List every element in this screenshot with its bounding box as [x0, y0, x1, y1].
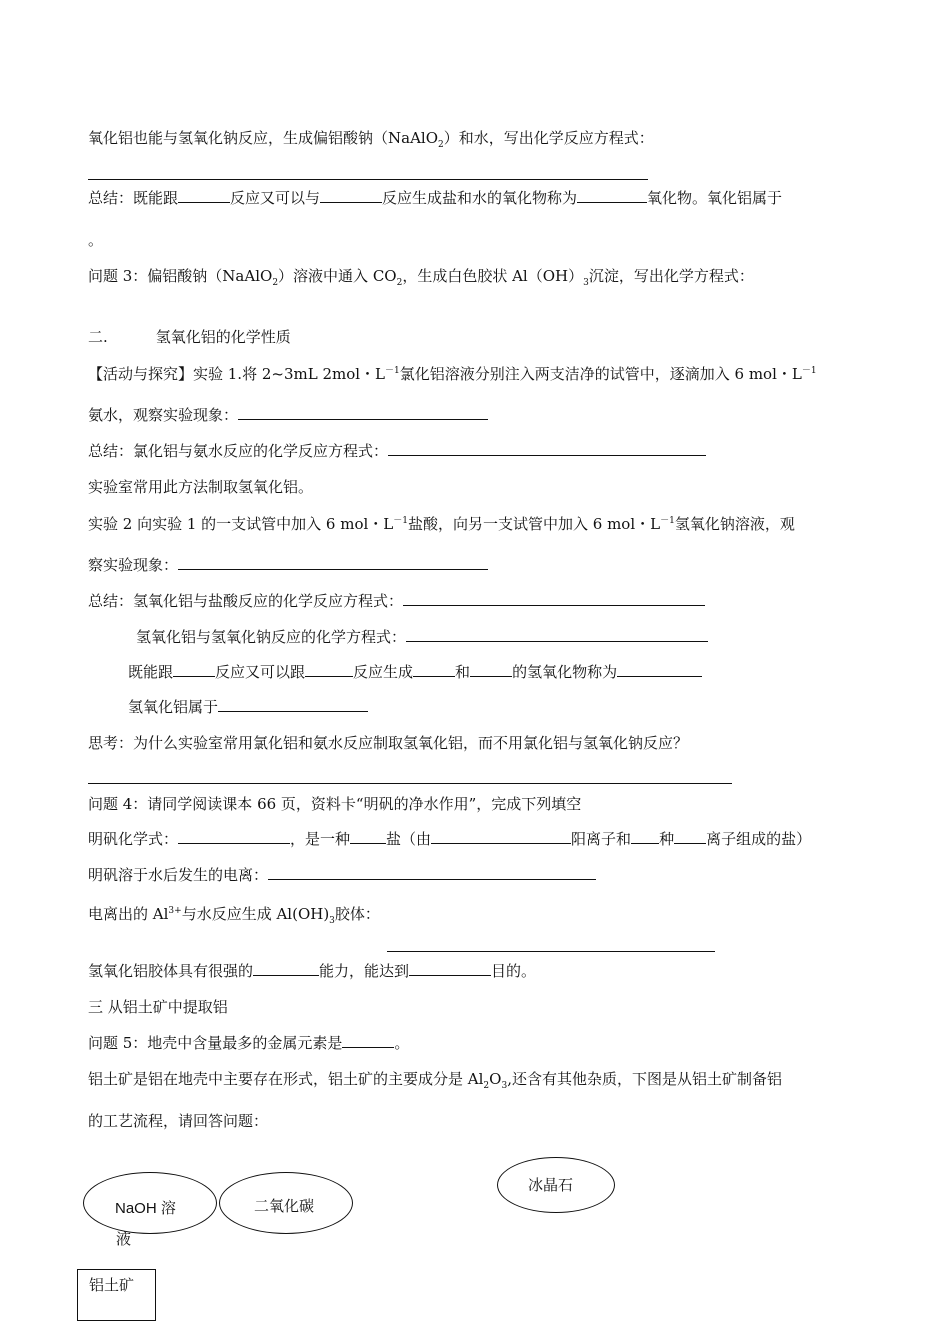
amphoteric-hydroxide: 既能跟 反应又可以跟 反应生成 和 的氢氧化物称为: [128, 662, 702, 682]
blank[interactable]: [409, 961, 491, 976]
question-5: 问题 5：地壳中含量最多的金属元素是 。: [88, 1034, 410, 1052]
summary-amphoteric-oxide: 总结：既能跟 反应又可以与 反应生成盐和水的氧化物称为 氧化物。氧化铝属于: [88, 189, 783, 207]
bauxite-box: [77, 1269, 156, 1321]
think-question: 思考：为什么实验室常用氯化铝和氨水反应制取氢氧化铝，而不用氯化铝与氢氧化钠反应？: [88, 734, 689, 752]
blank[interactable]: [268, 865, 596, 880]
colloid-ability: 氢氧化铝胶体具有很强的 能力，能达到 目的。: [88, 962, 537, 980]
blank[interactable]: [617, 662, 702, 677]
alum-formula: 明矾化学式： ，是一种 盐（由 阳离子和 种 离子组成的盐）: [88, 830, 812, 848]
blank[interactable]: [178, 829, 290, 844]
experiment-2-observe: 察实验现象：: [88, 555, 488, 575]
blank[interactable]: [342, 1033, 394, 1048]
blank[interactable]: [631, 829, 659, 844]
blank[interactable]: [431, 829, 571, 844]
blank[interactable]: [577, 188, 647, 203]
blank[interactable]: [470, 662, 512, 677]
blank[interactable]: [388, 441, 706, 456]
lab-method-note: 实验室常用此方法制取氢氧化铝。: [88, 478, 314, 496]
question-4: 问题 4：请同学阅读课本 66 页，资料卡“明矾的净水作用”，完成下列填空: [88, 795, 582, 813]
experiment-2: 实验 2 向实验 1 的一支试管中加入 6 mol・$L^{-1}$盐酸，向另一支试管中加入 6 mol・$L^{-1}$氢氧化钠溶液，观: [88, 515, 795, 533]
naoh-label-continued: 液: [116, 1230, 132, 1248]
cryolite-oval: [497, 1157, 615, 1213]
blank[interactable]: [350, 829, 386, 844]
section-2-heading: 二. 氢氧化铝的化学性质: [88, 328, 291, 346]
blank[interactable]: [178, 555, 488, 570]
naoh-solution-oval: [83, 1172, 217, 1234]
answer-line-1[interactable]: [88, 179, 648, 180]
bauxite-description: 铝土矿是铝在地壳中主要存在形式，铝土矿的主要成分是 $Al_2O_3$,还含有其他杂质，下图是从铝土矿制备铝: [88, 1070, 782, 1091]
blank[interactable]: [413, 662, 455, 677]
section-3-heading: 三 从铝土矿中提取铝: [88, 998, 228, 1016]
blank[interactable]: [403, 591, 705, 606]
blank[interactable]: [178, 188, 230, 203]
cryolite-label: 冰晶石: [528, 1177, 574, 1194]
summary-hcl: 总结：氢氧化铝与盐酸反应的化学反应方程式：: [88, 591, 705, 611]
period-line: 。: [88, 231, 104, 249]
co2-oval: [219, 1172, 353, 1234]
hydroxide-belongs: 氢氧化铝属于: [128, 697, 368, 717]
summary-naoh: 氢氧化铝与氢氧化钠反应的化学方程式：: [136, 627, 708, 647]
blank[interactable]: [305, 662, 353, 677]
blank[interactable]: [406, 627, 708, 642]
answer-line-think[interactable]: [88, 783, 732, 784]
naoh-label: NaOH 溶: [115, 1200, 176, 1217]
blank[interactable]: [218, 697, 368, 712]
al3-hydrolysis: 电离出的 $Al^{3+}$与水反应生成 $Al(OH)_3$胶体：: [88, 905, 380, 926]
experiment-1: 【活动与探究】实验 1.将 2~3mL 2mol・$L^{-1}$氯化铝溶液分别注入两支洁净的试管中，逐滴加入 6 mol・$L^{-1}$: [88, 365, 817, 383]
alum-ionization: 明矾溶于水后发生的电离：: [88, 865, 596, 885]
experiment-1-observe: 氨水，观察实验现象：: [88, 405, 488, 425]
blank[interactable]: [674, 829, 706, 844]
blank[interactable]: [173, 662, 215, 677]
answer-line-hydrolysis[interactable]: [387, 951, 715, 952]
alumina-naoh-question: 氧化铝也能与氢氧化钠反应，生成偏铝酸钠（NaAlO$_2$）和水，写出化学反应方程式：: [88, 129, 654, 150]
bauxite-description-2: 的工艺流程，请回答问题：: [88, 1112, 269, 1130]
co2-label: 二氧化碳: [254, 1198, 315, 1215]
blank[interactable]: [253, 961, 319, 976]
blank[interactable]: [320, 188, 382, 203]
blank[interactable]: [238, 405, 488, 420]
bauxite-box-label: 铝土矿: [89, 1276, 135, 1294]
question-3: 问题 3：偏铝酸钠（NaAlO$_2$）溶液中通入 $CO_2$，生成白色胶状 $Al(OH)_3$沉淀，写出化学方程式：: [88, 267, 754, 288]
summary-alcl3-ammonia: 总结：氯化铝与氨水反应的化学反应方程式：: [88, 441, 706, 461]
